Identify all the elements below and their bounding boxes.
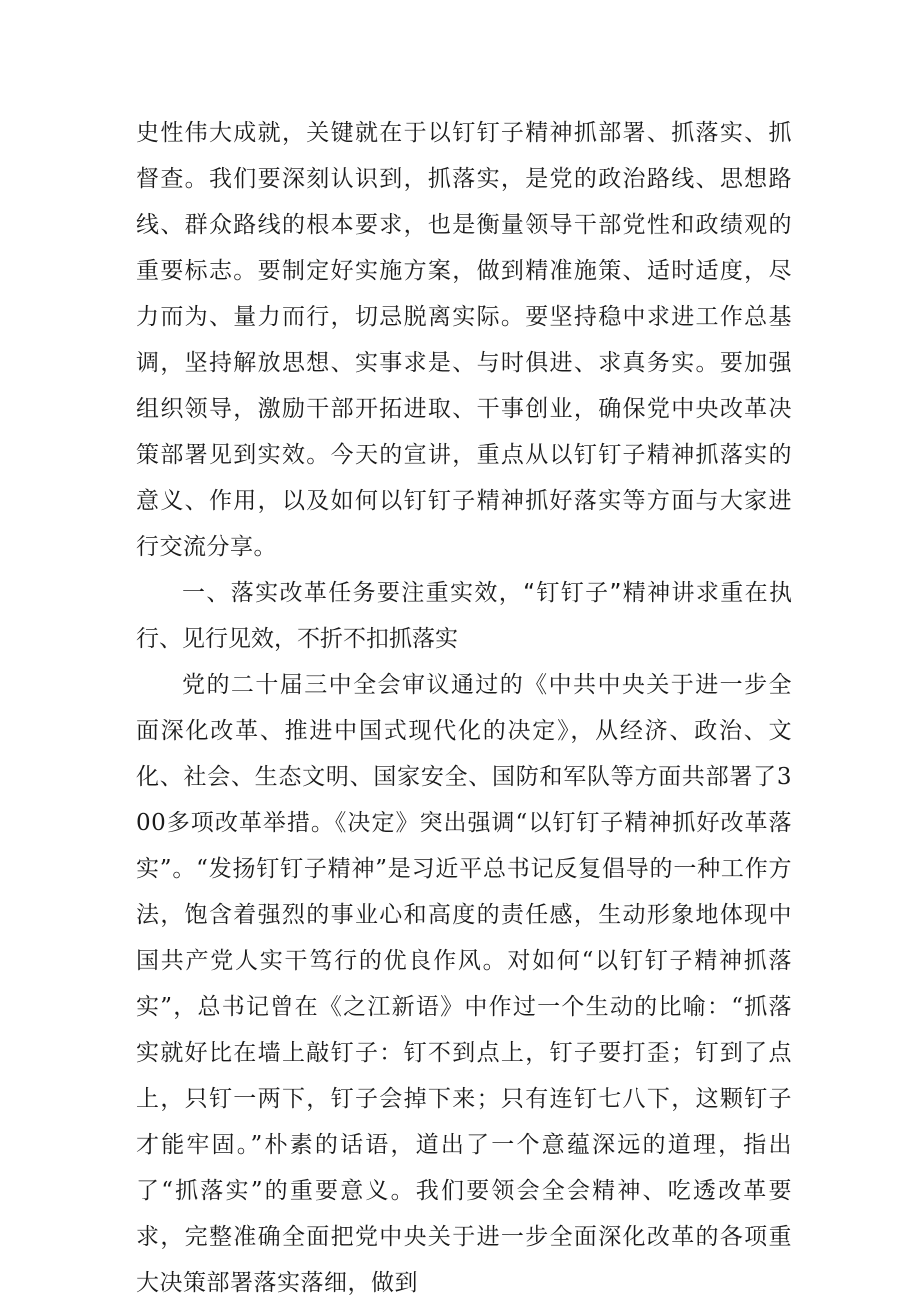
opening-paragraph: 史性伟大成就，关键就在于以钉钉子精神抓部署、抓落实、抓督查。我们要深刻认识到，抓落实，是党的政治路线、思想路线、群众路线的根本要求，也是衡量领导干部党性和政绩观的重要标志。要制定好实施方案，做到精准施策、适时适度，尽力而为、量力而行，切忌脱离实际。要坚持稳中求进工作总基调，坚持解放思想、实事求是、与时俱进、求真务实。要加强组织领导，激励干部开拓进取、干事创业，确保党中央改革决策部署见到实效。今天的宣讲，重点从以钉钉子精神抓落实的意义、作用，以及如何以钉钉子精神抓好落实等方面与大家进行交流分享。 (136, 120, 792, 560)
body-paragraph: 党的二十届三中全会审议通过的《中共中央关于进一步全面深化改革、推进中国式现代化的决定》，从经济、政治、文化、社会、生态文明、国家安全、国防和军队等方面共部署了300多项改革举措。《决定》突出强调“以钉钉子精神抓好改革落实”。“发扬钉钉子精神”是习近平总书记反复倡导的一种工作方法，饱含着强烈的事业心和高度的责任感，生动形象地体现中国共产党人实干笃行的优良作风。对如何“以钉钉子精神抓落实”，总书记曾在《之江新语》中作过一个生动的比喻：“抓落实就好比在墙上敲钉子：钉不到点上，钉子要打歪；钉到了点上，只钉一两下，钉子会掉下来；只有连钉七八下，这颗钉子才能牢固。”朴素的话语，道出了一个意蕴深远的道理，指出了“抓落实”的重要意义。我们要领会全会精神、吃透改革要求，完整准确全面把党中央关于进一步全面深化改革的各项重大决策部署落实落细，做到 (136, 672, 792, 1296)
section-heading: 一、落实改革任务要注重实效，“钉钉子”精神讲求重在执行、见行见效，不折不扣抓落实 (136, 580, 792, 652)
document-body (136, 110, 792, 1306)
